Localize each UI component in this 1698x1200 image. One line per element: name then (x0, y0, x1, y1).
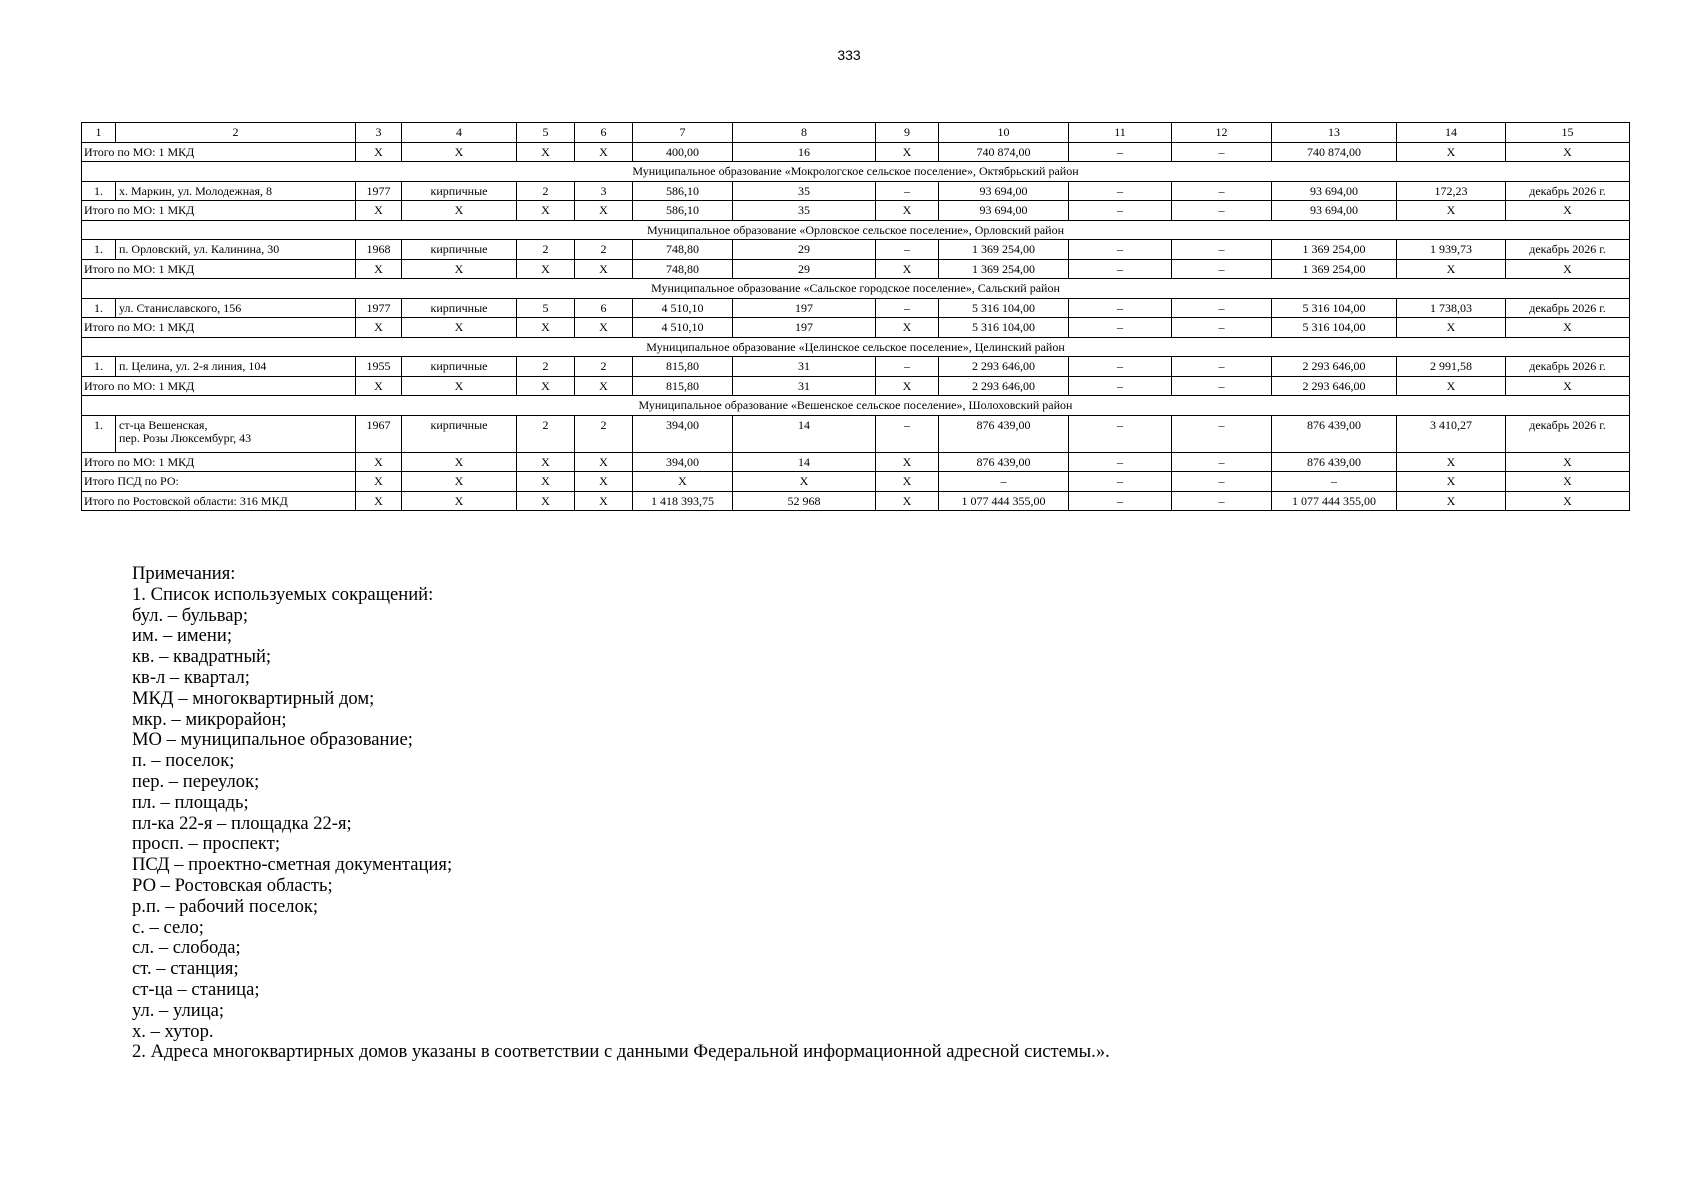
table-cell: кирпичные (402, 357, 517, 377)
table-cell: 15 (1506, 123, 1630, 143)
table-cell: 1 369 254,00 (939, 259, 1069, 279)
table-cell: 876 439,00 (939, 415, 1069, 452)
table-cell: ст-ца Вешенская, пер. Розы Люксембург, 43 (116, 415, 356, 452)
table-cell: 197 (733, 298, 876, 318)
note-line: ул. – улица; (132, 999, 225, 1021)
table-cell: X (1506, 491, 1630, 511)
table-cell: 5 (517, 298, 575, 318)
table-cell: 815,80 (633, 376, 733, 396)
table-cell: 13 (1272, 123, 1397, 143)
table-cell: Муниципальное образование «Сальское городское поселение», Сальский район (82, 279, 1630, 299)
table-cell: 1 (82, 123, 116, 143)
table-cell: – (876, 181, 939, 201)
notes-title: Примечания: (132, 563, 236, 584)
note-line: 2. Адреса многоквартирных домов указаны в соответствии с данными Федеральной информационной адресной системы.». (132, 1041, 1110, 1063)
table-cell: 35 (733, 181, 876, 201)
table-cell: х. Маркин, ул. Молодежная, 8 (116, 181, 356, 201)
table-cell: 2 293 646,00 (939, 357, 1069, 377)
table-cell: – (876, 415, 939, 452)
table-cell: 14 (733, 452, 876, 472)
table-cell: 1967 (356, 415, 402, 452)
note-line: бул. – бульвар; (132, 604, 248, 626)
table-cell: X (1397, 318, 1506, 338)
note-line: с. – село; (132, 916, 204, 938)
table-cell: – (1069, 259, 1172, 279)
table-cell: X (733, 472, 876, 492)
note-line: кв-л – квартал; (132, 666, 250, 688)
table-cell: 93 694,00 (939, 181, 1069, 201)
table-cell: X (356, 472, 402, 492)
table-cell: декабрь 2026 г. (1506, 357, 1630, 377)
table-cell: 2 (517, 181, 575, 201)
table-row (82, 240, 1630, 260)
note-line: р.п. – рабочий поселок; (132, 895, 319, 917)
table-cell: 1. (82, 298, 116, 318)
table-cell: 2 (575, 415, 633, 452)
table-cell: 748,80 (633, 240, 733, 260)
table-cell: X (575, 201, 633, 221)
table-cell: – (1172, 452, 1272, 472)
notes-section (132, 564, 1532, 1063)
table-cell: X (517, 452, 575, 472)
table-cell: – (939, 472, 1069, 492)
table-cell: X (517, 201, 575, 221)
table-cell: 5 316 104,00 (1272, 318, 1397, 338)
table-cell: X (1506, 318, 1630, 338)
table-cell: 4 510,10 (633, 298, 733, 318)
table-cell: 876 439,00 (1272, 415, 1397, 452)
table-cell: – (1172, 240, 1272, 260)
table-cell: – (1172, 415, 1272, 452)
table-cell: – (1069, 452, 1172, 472)
table-cell: X (1397, 452, 1506, 472)
table-cell: X (356, 259, 402, 279)
table-cell: – (1172, 376, 1272, 396)
note-line: РО – Ростовская область; (132, 874, 333, 896)
table-cell: 14 (1397, 123, 1506, 143)
table-row (82, 415, 1630, 452)
table-cell: – (1069, 415, 1172, 452)
total-row (82, 318, 1630, 338)
table-cell: – (1069, 181, 1172, 201)
table-cell: 400,00 (633, 142, 733, 162)
table-cell: X (876, 142, 939, 162)
table-cell: Итого по МО: 1 МКД (82, 452, 356, 472)
table-cell: 586,10 (633, 181, 733, 201)
note-line: ст-ца – станица; (132, 978, 260, 1000)
table-cell: X (1397, 259, 1506, 279)
table-cell: X (517, 142, 575, 162)
table-cell: X (876, 376, 939, 396)
note-line: кв. – квадратный; (132, 646, 272, 668)
table-cell: п. Целина, ул. 2-я линия, 104 (116, 357, 356, 377)
table-cell: X (517, 259, 575, 279)
table-cell: – (1069, 491, 1172, 511)
table-cell: 2 (517, 240, 575, 260)
table-cell: кирпичные (402, 240, 517, 260)
table-cell: 6 (575, 123, 633, 143)
table-cell: X (356, 376, 402, 396)
table-cell: – (1172, 491, 1272, 511)
table-cell: 815,80 (633, 357, 733, 377)
table-cell: X (1506, 142, 1630, 162)
table-cell: кирпичные (402, 415, 517, 452)
table-cell: X (876, 472, 939, 492)
table-cell: 2 (116, 123, 356, 143)
table-cell: Итого по МО: 1 МКД (82, 259, 356, 279)
table-cell: – (1172, 142, 1272, 162)
table-cell: X (876, 201, 939, 221)
table-cell: X (402, 376, 517, 396)
table-cell: X (575, 452, 633, 472)
table-header-row (82, 123, 1630, 143)
table-cell: 4 510,10 (633, 318, 733, 338)
table-cell: X (356, 318, 402, 338)
table-cell: 586,10 (633, 201, 733, 221)
table-cell: – (1069, 142, 1172, 162)
table-cell: 197 (733, 318, 876, 338)
table-cell: X (1397, 472, 1506, 492)
table-cell: X (1506, 376, 1630, 396)
total-row (82, 259, 1630, 279)
housing-repair-table (81, 122, 1630, 511)
table-cell: Муниципальное образование «Целинское сельское поселение», Целинский район (82, 337, 1630, 357)
table-cell: – (1172, 259, 1272, 279)
table-cell: 748,80 (633, 259, 733, 279)
table-cell: 2 (517, 415, 575, 452)
table-cell: 1 738,03 (1397, 298, 1506, 318)
table-cell: 31 (733, 357, 876, 377)
table-cell: X (356, 201, 402, 221)
table-cell: – (1069, 240, 1172, 260)
table-cell: X (402, 259, 517, 279)
table-cell: – (876, 240, 939, 260)
table-cell: 2 293 646,00 (1272, 357, 1397, 377)
table-cell: X (876, 452, 939, 472)
table-cell: Итого по МО: 1 МКД (82, 318, 356, 338)
municipality-row (82, 162, 1630, 182)
table-cell: X (575, 142, 633, 162)
table-cell: Итого по МО: 1 МКД (82, 142, 356, 162)
total-row (82, 472, 1630, 492)
table-cell: – (1172, 181, 1272, 201)
municipality-row (82, 396, 1630, 416)
table-cell: X (402, 491, 517, 511)
table-cell: 8 (733, 123, 876, 143)
municipality-row (82, 279, 1630, 299)
table-cell: 12 (1172, 123, 1272, 143)
table-cell: 2 (575, 240, 633, 260)
table-cell: Итого ПСД по РО: (82, 472, 356, 492)
table-cell: 1 369 254,00 (1272, 240, 1397, 260)
table-cell: 2 293 646,00 (939, 376, 1069, 396)
table-cell: X (517, 318, 575, 338)
note-line: х. – хутор. (132, 1020, 214, 1042)
table-cell: X (575, 259, 633, 279)
note-line: 1. Список используемых сокращений: (132, 583, 434, 605)
table-cell: – (1172, 472, 1272, 492)
table-cell: X (402, 318, 517, 338)
table-cell: 10 (939, 123, 1069, 143)
table-row (82, 181, 1630, 201)
table-cell: – (1172, 318, 1272, 338)
table-row (82, 357, 1630, 377)
table-row (82, 298, 1630, 318)
table-cell: X (1397, 142, 1506, 162)
table-cell: X (1506, 452, 1630, 472)
table-cell: 1 418 393,75 (633, 491, 733, 511)
table-cell: – (1172, 357, 1272, 377)
total-row (82, 376, 1630, 396)
total-row (82, 452, 1630, 472)
table-cell: 394,00 (633, 452, 733, 472)
table-cell: кирпичные (402, 298, 517, 318)
table-cell: 5 316 104,00 (939, 298, 1069, 318)
table-cell: 4 (402, 123, 517, 143)
table-cell: 3 410,27 (1397, 415, 1506, 452)
table-cell: 876 439,00 (1272, 452, 1397, 472)
table-cell: Муниципальное образование «Мокрологское сельское поселение», Октябрьский район (82, 162, 1630, 182)
table-cell: – (1172, 298, 1272, 318)
table-cell: 93 694,00 (1272, 181, 1397, 201)
table-cell: X (402, 142, 517, 162)
table-cell: 93 694,00 (939, 201, 1069, 221)
table-cell: 1. (82, 181, 116, 201)
table-cell: X (402, 201, 517, 221)
table-cell: 1 077 444 355,00 (939, 491, 1069, 511)
note-line: просп. – проспект; (132, 833, 280, 855)
table-cell: п. Орловский, ул. Калинина, 30 (116, 240, 356, 260)
table-cell: 9 (876, 123, 939, 143)
table-cell: 876 439,00 (939, 452, 1069, 472)
municipality-row (82, 337, 1630, 357)
table-cell: 1. (82, 240, 116, 260)
table-cell: 1. (82, 415, 116, 452)
table-cell: X (575, 472, 633, 492)
table-cell: 1. (82, 357, 116, 377)
note-line: ПСД – проектно-сметная документация; (132, 854, 453, 876)
table-cell: X (402, 472, 517, 492)
table-cell: X (517, 472, 575, 492)
table-cell: 172,23 (1397, 181, 1506, 201)
page-number: 333 (837, 47, 861, 63)
table-cell: 394,00 (633, 415, 733, 452)
table-cell: 1 939,73 (1397, 240, 1506, 260)
note-line: МО – муниципальное образование; (132, 729, 413, 751)
table-cell: 2 (517, 357, 575, 377)
table-cell: Муниципальное образование «Орловское сельское поселение», Орловский район (82, 220, 1630, 240)
table-cell: 3 (356, 123, 402, 143)
table-cell: декабрь 2026 г. (1506, 240, 1630, 260)
table-cell: X (876, 318, 939, 338)
table-cell: X (633, 472, 733, 492)
table-cell: Итого по МО: 1 МКД (82, 376, 356, 396)
table-cell: X (575, 491, 633, 511)
table-cell: 1977 (356, 181, 402, 201)
table-cell: 16 (733, 142, 876, 162)
table-cell: X (1397, 201, 1506, 221)
table-cell: 11 (1069, 123, 1172, 143)
table-cell: X (356, 142, 402, 162)
table-cell: 31 (733, 376, 876, 396)
table-cell: 2 (575, 357, 633, 377)
table-cell: 6 (575, 298, 633, 318)
table-cell: 14 (733, 415, 876, 452)
table-cell: Муниципальное образование «Вешенское сельское поселение», Шолоховский район (82, 396, 1630, 416)
note-line: мкр. – микрорайон; (132, 708, 287, 730)
table-cell: – (1069, 472, 1172, 492)
total-row (82, 142, 1630, 162)
table-cell: – (876, 298, 939, 318)
table-cell: X (1506, 259, 1630, 279)
table-cell: 5 (517, 123, 575, 143)
table-cell: декабрь 2026 г. (1506, 181, 1630, 201)
table-cell: – (1069, 298, 1172, 318)
table-cell: X (517, 376, 575, 396)
note-line: сл. – слобода; (132, 937, 241, 959)
table-cell: 1 369 254,00 (1272, 259, 1397, 279)
table-cell: – (1272, 472, 1397, 492)
note-line: п. – поселок; (132, 750, 235, 772)
table-cell: – (1069, 201, 1172, 221)
table-cell: 1 369 254,00 (939, 240, 1069, 260)
table-cell: – (1069, 376, 1172, 396)
table-cell: 93 694,00 (1272, 201, 1397, 221)
table-cell: X (1506, 201, 1630, 221)
table-cell: 52 968 (733, 491, 876, 511)
table-cell: 2 991,58 (1397, 357, 1506, 377)
table-cell: X (876, 259, 939, 279)
table-cell: X (517, 491, 575, 511)
table-cell: X (356, 491, 402, 511)
table-cell: X (575, 318, 633, 338)
table-cell: X (1397, 491, 1506, 511)
note-line: им. – имени; (132, 625, 232, 647)
table-cell: 1 077 444 355,00 (1272, 491, 1397, 511)
note-line: МКД – многоквартирный дом; (132, 687, 375, 709)
total-row (82, 201, 1630, 221)
table-cell: – (876, 357, 939, 377)
table-cell: 7 (633, 123, 733, 143)
table-cell: Итого по Ростовской области: 316 МКД (82, 491, 356, 511)
note-line: пл-ка 22-я – площадка 22-я; (132, 812, 352, 834)
municipality-row (82, 220, 1630, 240)
table-cell: 3 (575, 181, 633, 201)
note-line: пер. – переулок; (132, 770, 260, 792)
note-line: ст. – станция; (132, 958, 239, 980)
table-cell: – (1069, 357, 1172, 377)
table-cell: Итого по МО: 1 МКД (82, 201, 356, 221)
table-cell: 1977 (356, 298, 402, 318)
table-cell: 5 316 104,00 (939, 318, 1069, 338)
table-cell: – (1069, 318, 1172, 338)
table-cell: 29 (733, 259, 876, 279)
table-cell: 29 (733, 240, 876, 260)
total-row (82, 491, 1630, 511)
table-cell: декабрь 2026 г. (1506, 415, 1630, 452)
table-cell: X (575, 376, 633, 396)
table-cell: 5 316 104,00 (1272, 298, 1397, 318)
table-cell: ул. Станиславского, 156 (116, 298, 356, 318)
table-cell: 35 (733, 201, 876, 221)
table-cell: 740 874,00 (939, 142, 1069, 162)
table-cell: X (402, 452, 517, 472)
table-cell: X (1397, 376, 1506, 396)
table-cell: 740 874,00 (1272, 142, 1397, 162)
table-cell: – (1172, 201, 1272, 221)
table-cell: декабрь 2026 г. (1506, 298, 1630, 318)
table-cell: 2 293 646,00 (1272, 376, 1397, 396)
note-line: пл. – площадь; (132, 791, 249, 813)
table-cell: X (876, 491, 939, 511)
table-cell: 1968 (356, 240, 402, 260)
table-cell: кирпичные (402, 181, 517, 201)
table-cell: X (1506, 472, 1630, 492)
table-cell: 1955 (356, 357, 402, 377)
table-cell: X (356, 452, 402, 472)
